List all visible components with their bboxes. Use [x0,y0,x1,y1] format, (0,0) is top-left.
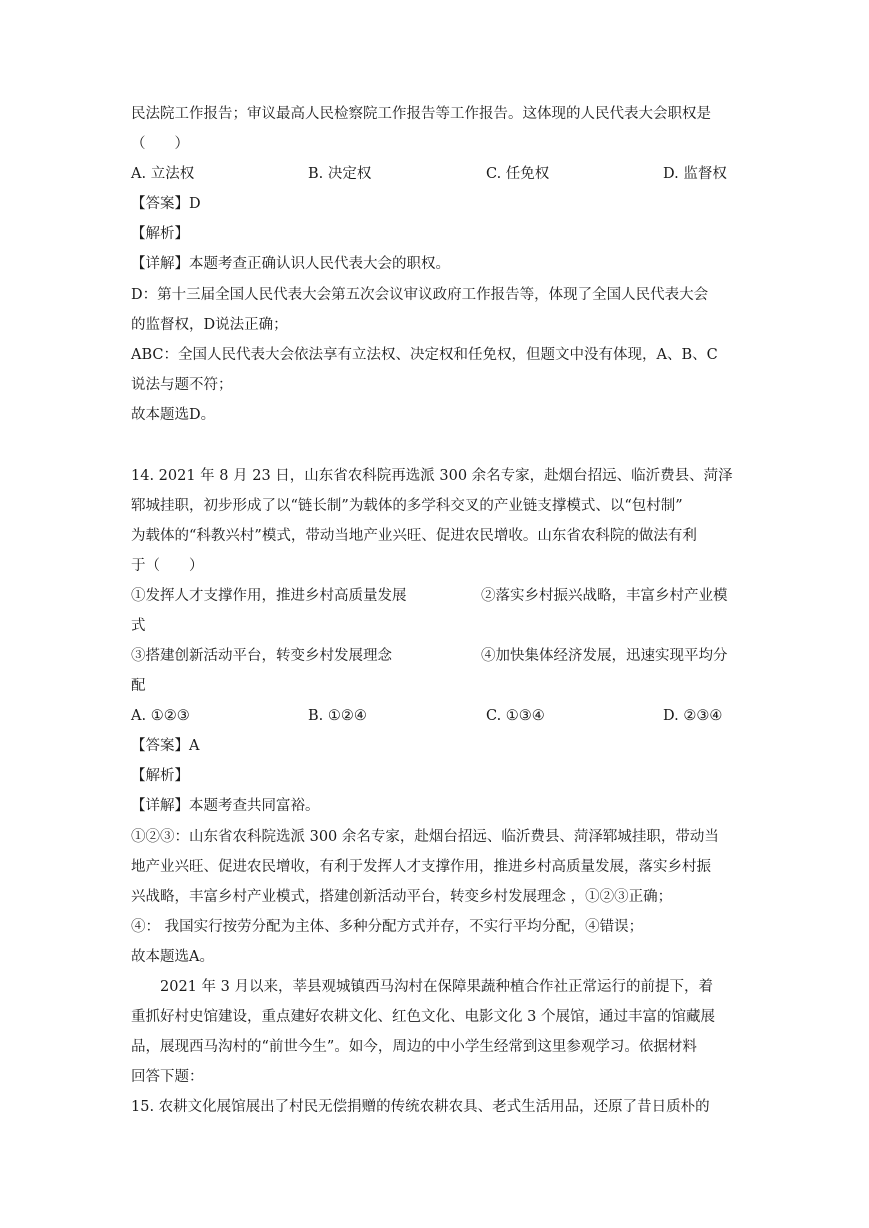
q14-option-a: A. ①②③ [131,708,190,724]
q14-option-b: B. ①②④ [308,708,367,724]
q13-detail: 【详解】本题考查正确认识人民代表大会的职权。 [131,256,450,272]
q14-item-3: ③搭建创新活动平台，转变乡村发展理念 [131,648,392,664]
q14-conclusion: 故本题选A。 [131,949,214,965]
q14-stem-line: 为载体的“科教兴村”模式，带动当地产业兴旺、促进农民增收。山东省农科院的做法有利 [131,528,697,544]
q14-stem-line: 郓城挂职，初步形成了以“链长制”为载体的多学科交叉的产业链支撑模式、以“包村制” [131,498,683,514]
q14-explanation-line: 兴战略，丰富乡村产业模式，搭建创新活动平台，转变乡村发展理念 ，①②③正确； [131,889,673,905]
q13-conclusion: 故本题选D。 [131,407,216,423]
q14-detail: 【详解】本题考查共同富裕。 [131,798,320,814]
q13-explanation-line: 说法与题不符； [131,377,233,393]
q14-option-d: D. ②③④ [663,708,723,724]
q14-stem-line: 14. 2021 年 8 月 23 日，山东省农科院再选派 300 余名专家，赴烟台招远、临沂费县、菏泽 [131,468,733,484]
q13-option-c: C. 任免权 [486,166,550,182]
q14-stem-line: 于（ ） [131,558,204,574]
q14-option-c: C. ①③④ [486,708,545,724]
q14-item-1: ①发挥人才支撑作用，推进乡村高质量发展 [131,588,407,604]
q13-stem-line: 民法院工作报告；审议最高人民检察院工作报告等工作报告。这体现的人民代表大会职权是 [131,106,711,122]
q14-answer: 【答案】A [131,738,200,754]
q13-option-d: D. 监督权 [663,166,727,182]
q13-explanation-line: ABC：全国人民代表大会依法享有立法权、决定权和任免权，但题文中没有体现，A、B、C [131,347,718,363]
q14-explanation-line: ①②③：山东省农科院选派 300 余名专家，赴烟台招远、临沂费县、菏泽郓城挂职，带动当 [131,829,719,845]
q13-answer: 【答案】D [131,196,201,212]
q13-option-a: A. 立法权 [131,166,195,182]
material-paragraph-line: 重抓好村史馆建设，重点建好农耕文化、红色文化、电影文化 3 个展馆，通过丰富的馆藏展 [131,1009,715,1025]
material-paragraph-line: 2021 年 3 月以来，莘县观城镇西马沟村在保障果蔬种植合作社正常运行的前提下，着 [160,979,713,995]
q14-item-2-wrap: 式 [131,618,146,634]
q13-analysis-label: 【解析】 [131,226,189,242]
q14-item-4: ④加快集体经济发展，迅速实现平均分 [481,648,728,664]
q14-explanation-line: 地产业兴旺、促进农民增收，有利于发挥人才支撑作用，推进乡村高质量发展，落实乡村振 [131,859,711,875]
q13-explanation-line: D：第十三届全国人民代表大会第五次会议审议政府工作报告等，体现了全国人民代表大会 [131,287,709,303]
q14-analysis-label: 【解析】 [131,768,189,784]
q14-item-2: ②落实乡村振兴战略，丰富乡村产业模 [481,588,728,604]
q14-item-4-wrap: 配 [131,678,146,694]
material-paragraph-line: 品，展现西马沟村的“前世今生”。如今，周边的中小学生经常到这里参观学习。依据材料 [131,1039,697,1055]
q13-option-b: B. 决定权 [308,166,372,182]
q15-stem-line: 15. 农耕文化展馆展出了村民无偿捐赠的传统农耕农具、老式生活用品，还原了昔日质朴的 [131,1099,710,1115]
q13-explanation-line: 的监督权，D说法正确； [131,317,288,333]
material-paragraph-line: 回答下题： [131,1069,204,1085]
q14-explanation-line: ④： 我国实行按劳分配为主体、多种分配方式并存，不实行平均分配，④错误； [131,919,644,935]
q13-stem-line: （ ） [131,136,189,152]
